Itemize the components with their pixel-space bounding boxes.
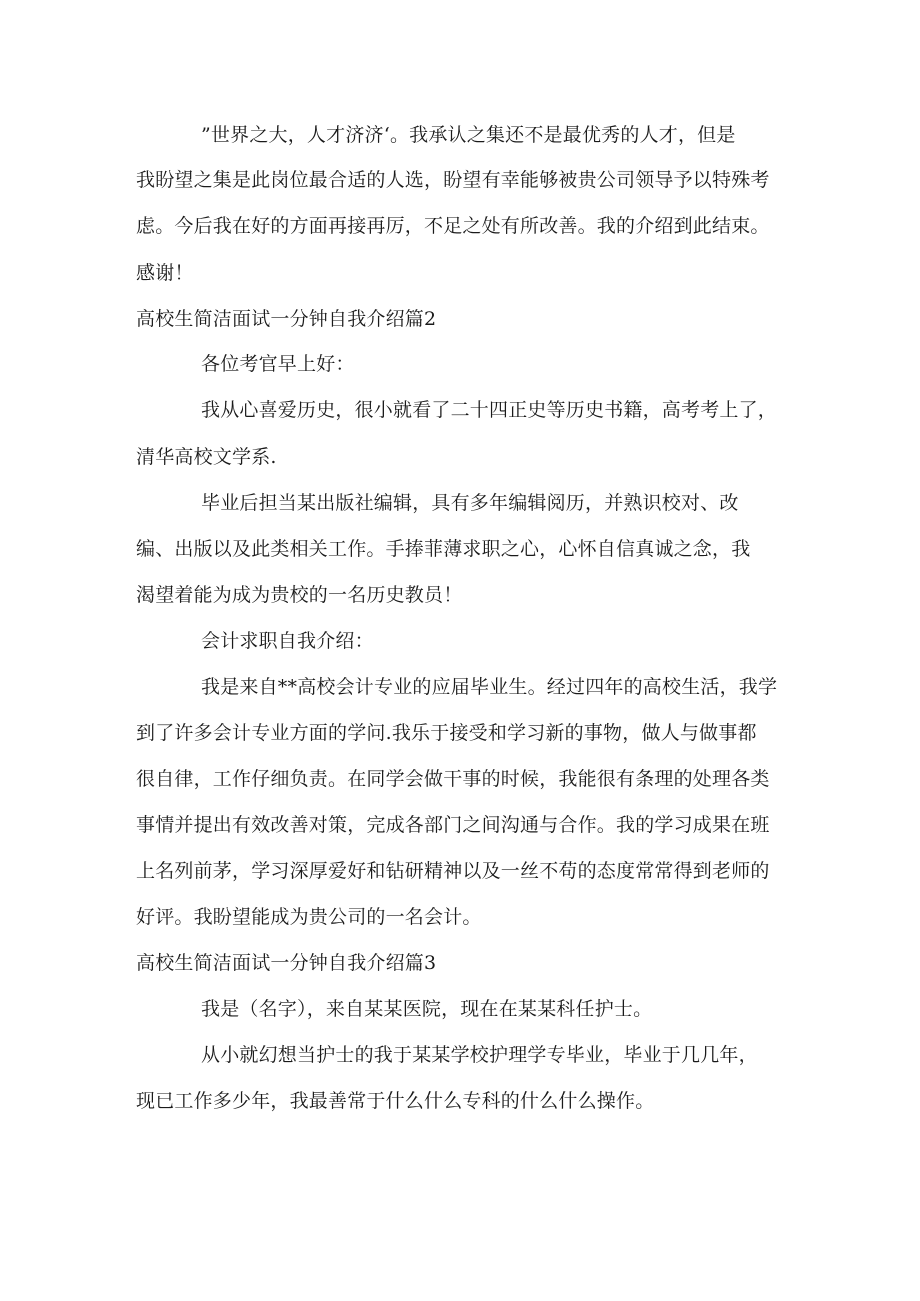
paragraph-4-line-3: 很自律，工作仔细负责。在同学会做干事的时候，我能很有条理的处理各类	[136, 768, 770, 790]
paragraph-6-line-2: 现已工作多少年，我最善常于什么什么专科的什么什么操作。	[136, 1090, 655, 1112]
paragraph-3-line-1: 毕业后担当某出版社编辑，具有多年编辑阅历，并熟识校对、改	[201, 492, 739, 514]
section-heading-2: 高校生简洁面试一分钟自我介绍篇2	[136, 308, 437, 330]
paragraph-1-line-2: 我盼望之集是此岗位最合适的人选，盼望有幸能够被贵公司领导予以特殊考	[136, 169, 770, 191]
paragraph-3-line-3: 渴望着能为成为贵校的一名历史教员！	[136, 584, 463, 606]
paragraph-4-line-1: 我是来自**高校会计专业的应届毕业生。经过四年的高校生活，我学	[201, 676, 778, 698]
paragraph-4-line-6: 好评。我盼望能成为贵公司的一名会计。	[136, 906, 482, 928]
accounting-title: 会计求职自我介绍：	[201, 630, 374, 652]
paragraph-4-line-5: 上名列前茅，学习深厚爱好和钻研精神以及一丝不苟的态度常常得到老师的	[136, 860, 770, 882]
paragraph-4-line-2: 到了许多会计专业方面的学问.我乐于接受和学习新的事物，做人与做事都	[136, 722, 757, 744]
paragraph-1-line-1: ”世界之大，人才济济‘。我承认之集还不是最优秀的人才，但是	[201, 124, 736, 146]
paragraph-2-line-1: 我从心喜爱历史，很小就看了二十四正史等历史书籍，高考考上了，	[201, 399, 778, 421]
paragraph-4-line-4: 事情并提出有效改善对策，完成各部门之间沟通与合作。我的学习成果在班	[136, 814, 770, 836]
paragraph-3-line-2: 编、出版以及此类相关工作。手捧菲薄求职之心，心怀自信真诚之念，我	[136, 538, 751, 560]
paragraph-1-line-3: 虑。今后我在好的方面再接再厉，不足之处有所改善。我的介绍到此结束。	[136, 215, 770, 237]
section-heading-3: 高校生简洁面试一分钟自我介绍篇3	[136, 952, 437, 974]
greeting-line: 各位考官早上好：	[201, 353, 355, 375]
paragraph-2-line-2: 清华高校文学系.	[136, 446, 277, 468]
paragraph-5-line-1: 我是（名字），来自某某医院，现在在某某科任护士。	[201, 998, 653, 1020]
paragraph-1-line-4: 感谢！	[136, 262, 194, 284]
paragraph-6-line-1: 从小就幻想当护士的我于某某学校护理学专毕业，毕业于几几年，	[201, 1044, 758, 1066]
